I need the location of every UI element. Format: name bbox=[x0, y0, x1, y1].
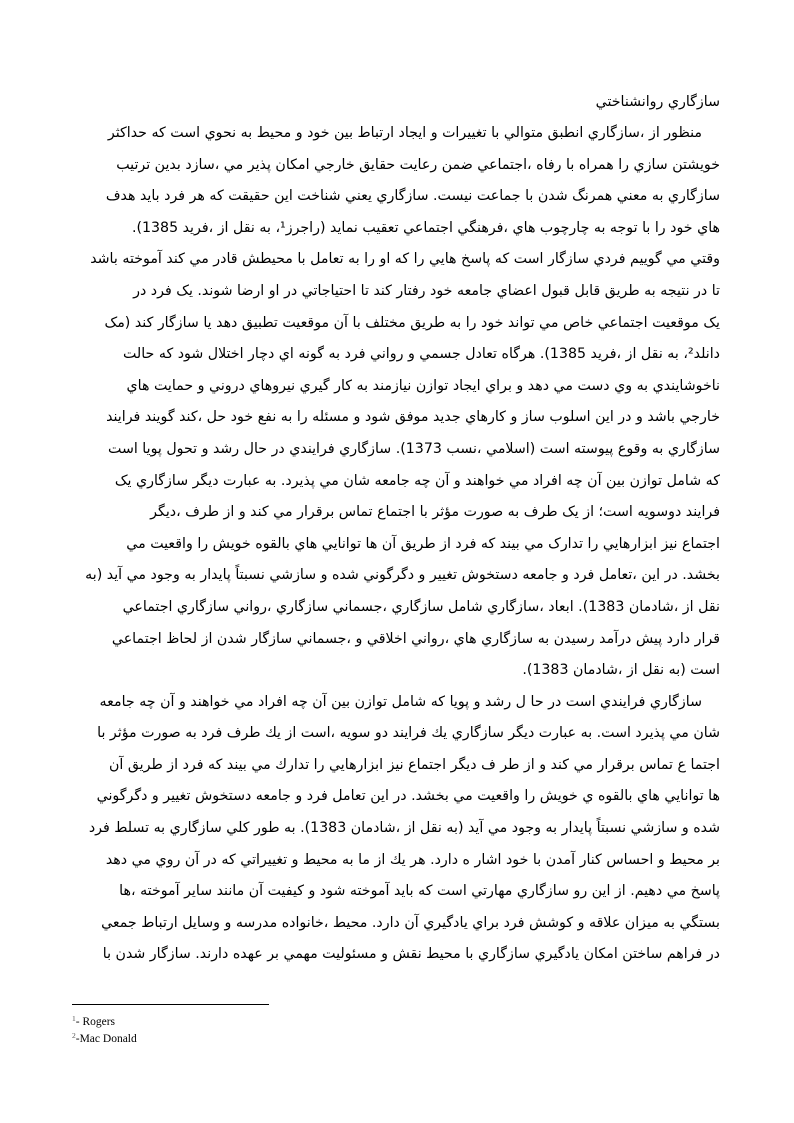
section-heading: سازگاري روانشناختي bbox=[595, 94, 720, 110]
footnote-separator bbox=[72, 1004, 269, 1005]
text-line: بستگي به ميزان علاقه و كوشش فرد براي يادگيري آن دارد. محيط ،خانواده مدرسه و وسايل ارتباط جمعي bbox=[101, 914, 720, 931]
text-line: بر محيط و احساس كنار آمدن با خود اشار ه دارد. هر يك از ما به محيط و تغييراتي كه در آن روي مي دهد bbox=[105, 851, 720, 868]
footnote-number: 2 bbox=[72, 1031, 76, 1040]
text-line: در فراهم ساختن امكان يادگيري سازگاري با محيط نقش و مسئوليت مهمي بر عهده دارند. سازگار شدن با bbox=[102, 946, 720, 963]
text-line: پاسخ مي دهيم. از اين رو سازگاري مهارتي است كه بايد آموخته شود و كيفيت آن مانند ساير آموخته ،ها bbox=[119, 883, 720, 900]
text-line: يک موقعيت اجتماعي خاص مي تواند خود را به طريق مختلف با آن موقعيت تطبيق دهد يا سازگار كند (مک bbox=[104, 314, 720, 331]
text-line: قرار دارد پيش درآمد رسيدن به سازگاري هاي ،رواني اخلاقي و ،جسماني سازگار شدن از لحاظ اجتماعي bbox=[111, 630, 720, 647]
text-line: نقل از ،شادمان 1383). ابعاد ،سازگاري شامل سازگاري ،جسماني سازگاري ،رواني سازگاري اجتماعي bbox=[122, 598, 720, 615]
text-line: شده و سازشي نسبتاً پايدار به وجود مي آيد (به نقل از ،شادمان 1383). به طور كلي سازگاري به تسلط فرد bbox=[88, 820, 720, 837]
text-line: خويشتن سازي را همراه با رفاه ،اجتماعي ضمن رعايت حقايق خارجي امكان پذير مي ،سازد بدين ترتيب bbox=[116, 156, 720, 173]
text-line: سازگاري به معني همرنگ شدن با جماعت نيست. سازگاري يعني شناخت اين حقيقت كه هر فرد بايد هدف bbox=[105, 188, 720, 205]
text-line: هاي خود را با توجه به چارچوب هاي ،فرهنگي اجتماعي تعقيب نمايد (راجرز¹، به نقل از ،فريد 1385). bbox=[131, 219, 720, 236]
text-line: سازگاري فرايندي است در حا ل رشد و پويا كه شامل توازن بين آن چه افراد مي خواهند و آن چه جامعه bbox=[99, 693, 702, 710]
text-line: ها توانايي هاي بالقوه ي خويش را واقعيت مي بخشد. در اين تعامل فرد و جامعه دستخوش تغيير و دگرگوني bbox=[96, 788, 720, 805]
paragraph-1 bbox=[72, 118, 720, 687]
text-line: دانلد²، به نقل از ،فريد 1385). هرگاه تعادل جسمي و رواني فرد به گونه اي دچار اختلال شود كه حالت bbox=[122, 346, 720, 363]
text-line: اجتما ع تماس برقرار مي كند و از طر ف ديگر اجتماع نيز ابزارهايي را تدارك مي بيند كه فرد از طريق آن bbox=[108, 756, 720, 773]
text-line: بخشد. در اين ،تعامل فرد و جامعه دستخوش تغيير و دگرگوني شده و سازشي نسبتاً پايدار به وجود مي آيد (به bbox=[85, 567, 720, 584]
text-line: سازگاري به وقوع پيوسته است (اسلامي ،نسب 1373). سازگاري فرايندي در حال رشد و تحول پويا است bbox=[108, 440, 720, 457]
text-line: فرايند دوسويه است؛ از يک طرف به صورت مؤثر با اجتماع تماس برقرار مي كند و از طرف ،ديگر bbox=[150, 504, 720, 521]
footnote-text: -Mac Donald bbox=[75, 1033, 137, 1045]
text-line: كه شامل توازن بين آن چه افراد مي خواهند و آن چه جامعه شان مي پذيرد. به عبارت ديگر سازگاري يک bbox=[114, 472, 720, 489]
text-line: وقتي مي گوييم فردي سازگار است كه پاسخ هايي را كه او را به تعامل با محيطش قادر مي كند آموخته باشد bbox=[90, 251, 720, 268]
footnote-text: - Rogers bbox=[75, 1016, 116, 1028]
text-line: منظور از ،سازگاري انطبق متوالي با تغييرات و ايجاد ارتباط بين خود و محيط به نحوي است كه حداكثر bbox=[107, 125, 702, 141]
paragraph-2 bbox=[72, 687, 720, 971]
text-line: ناخوشايندي به وي دست مي دهد و براي ايجاد توازن نيازمند به كار گيري نيروهاي دروني و حمايت هاي bbox=[126, 377, 720, 394]
document-body bbox=[72, 86, 720, 971]
text-line: شان مي پذيرد است. به عبارت ديگر سازگاري يك فرايند دو سويه ،است از يك طرف فرد به صورت مؤثر با bbox=[97, 725, 720, 742]
footnotes bbox=[72, 1004, 272, 1046]
text-line: تا در نتيجه به طريق قابل قبول اعضاي جامعه خود رفتار كند تا احتياجاتي در او ارضا شوند. يک فرد در bbox=[133, 282, 720, 299]
text-line: اجتماع نيز ابزارهايي را تدارک مي بيند كه فرد از طريق آن ها توانايي هاي بالقوه خويش را واقعيت مي bbox=[126, 535, 720, 552]
footnote-2 bbox=[72, 1029, 272, 1046]
footnote-1 bbox=[72, 1012, 272, 1029]
footnote-number: 1 bbox=[72, 1014, 76, 1023]
text-line: است (به نقل از ،شادمان 1383). bbox=[522, 662, 720, 679]
text-line: خارجي باشد و در اين اسلوب ساز و كارهاي جديد موفق شود و مسئله را به نفع خود حل ،كند گويند فرايند bbox=[106, 409, 720, 426]
